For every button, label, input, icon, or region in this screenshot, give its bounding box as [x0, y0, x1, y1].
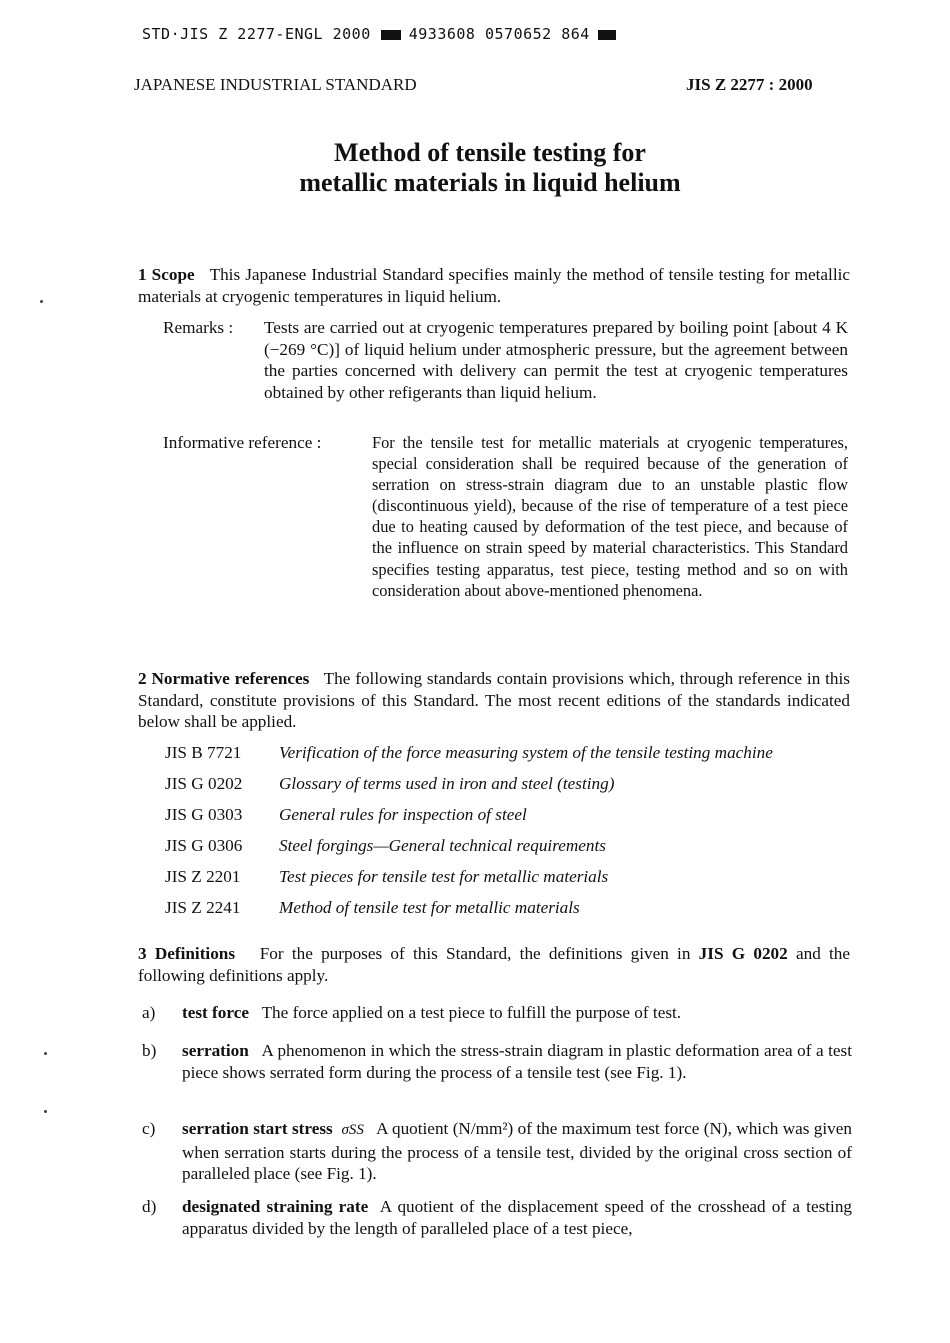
definitions-text-before: For the purposes of this Standard, the definitions given in [259, 944, 691, 963]
definitions-ref: JIS G 0202 [698, 944, 788, 963]
scan-speck [44, 1052, 47, 1055]
reference-title: Method of tensile test for metallic materials [279, 898, 580, 917]
scan-speck [44, 1110, 47, 1113]
reference-title: Test pieces for tensile test for metallic materials [279, 867, 609, 886]
remarks-label: Remarks : [163, 318, 234, 337]
reference-title: Verification of the force measuring system of the tensile testing machine [279, 743, 773, 762]
definition-letter: b) [142, 1041, 157, 1060]
document-code-line [142, 25, 616, 43]
black-bar-mark [598, 30, 616, 40]
section-normative-references [138, 668, 850, 733]
reference-title: Glossary of terms used in iron and steel (testing) [279, 774, 615, 793]
document-code-left: STD·JIS Z 2277-ENGL 2000 [142, 25, 371, 43]
reference-code: JIS Z 2201 [165, 867, 241, 886]
reference-title: Steel forgings—General technical requirements [279, 836, 606, 855]
remarks-text: Tests are carried out at cryogenic temperatures prepared by boiling point [about 4 K (−269 °C)] of liquid helium under atmospheric pressure, but the agreement between the parties concerned with delivery can permit the test at cryogenic temperatures obtained by other refigerants than liquid helium. [264, 318, 848, 402]
title-line-1: Method of tensile testing for [334, 138, 646, 167]
reference-code: JIS G 0202 [165, 774, 243, 793]
definition-letter: d) [142, 1197, 157, 1216]
section-heading-scope: 1 Scope [138, 265, 195, 284]
informative-reference-label: Informative reference : [163, 433, 322, 452]
definition-text: The force applied on a test piece to fulfill the purpose of test. [261, 1003, 682, 1022]
definition-text: A phenomenon in which the stress-strain diagram in plastic deformation area of a test piece shows serrated form during the process of a tensile test (see Fig. 1). [182, 1041, 852, 1082]
definition-item [182, 1196, 852, 1239]
black-bar-mark [381, 30, 401, 40]
definition-term: serration [182, 1041, 249, 1060]
section-scope [138, 264, 850, 307]
definition-item [182, 1002, 852, 1024]
definition-term: designated straining rate [182, 1197, 369, 1216]
definition-letter: c) [142, 1119, 156, 1138]
section-heading-normative: 2 Normative references [138, 669, 310, 688]
definition-term: test force [182, 1003, 249, 1022]
scope-text: This Japanese Industrial Standard specifies mainly the method of tensile testing for metallic materials at cryogenic temperatures in liquid helium. [138, 265, 850, 306]
definition-item [182, 1118, 852, 1185]
reference-code: JIS G 0306 [165, 836, 243, 855]
definition-term: serration start stress [182, 1119, 333, 1138]
normative-text: The following standards contain provisions which, through reference in this Standard, constitute provisions of this Standard. The most recent editions of the standards indicated below shall be applied. [138, 669, 850, 732]
definitions-text-after: and the following definitions apply. [138, 944, 851, 985]
definition-text: A quotient of the displacement speed of the crosshead of a testing apparatus divided by the length of paralleled place of a test piece, [182, 1197, 853, 1238]
reference-code: JIS G 0303 [165, 805, 243, 824]
definition-text: A quotient (N/mm²) of the maximum test force (N), which was given when serration starts during the process of a tensile test, divided by the original cross section of paralleled place (see Fig. 1). [182, 1119, 852, 1184]
reference-code: JIS Z 2241 [165, 898, 241, 917]
definition-symbol: σSS [341, 1122, 364, 1138]
definition-item [182, 1040, 852, 1083]
scan-speck [40, 300, 43, 303]
section-definitions [138, 943, 850, 986]
header-standard-number: JIS Z 2277 : 2000 [686, 75, 813, 94]
section-heading-definitions: 3 Definitions [138, 944, 236, 963]
document-code-right: 4933608 0570652 864 [408, 25, 590, 43]
header-standard-name: JAPANESE INDUSTRIAL STANDARD [134, 75, 417, 94]
informative-reference-text: For the tensile test for metallic materials at cryogenic temperatures, special consideration shall be required because of the generation of serration on stress-strain diagram due to an unstable plastic flow (discontinuous yield), because of the rise of temperature of a test piece due to heating caused by deformation of the test piece, and because of the influence on strain speed by material characteristics. This Standard specifies testing apparatus, test piece, testing method and so on with consideration about above-mentioned phenomena. [372, 433, 848, 600]
title-line-2: metallic materials in liquid helium [299, 168, 681, 197]
definition-letter: a) [142, 1003, 156, 1022]
reference-title: General rules for inspection of steel [279, 805, 527, 824]
document-title [0, 138, 950, 198]
reference-code: JIS B 7721 [165, 743, 242, 762]
